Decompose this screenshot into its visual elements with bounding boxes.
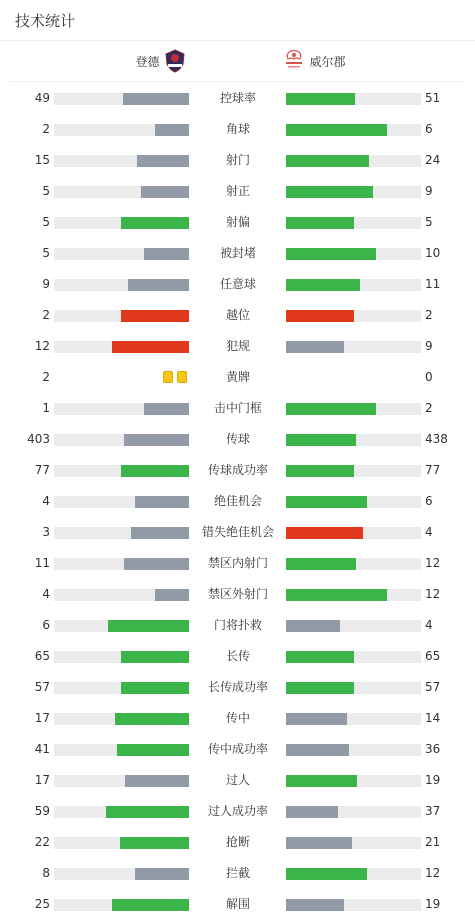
stat-label: 传球: [225, 432, 250, 446]
teams-header: [10, 41, 465, 82]
away-stat-bar: [286, 558, 421, 570]
home-stat-bar: [54, 744, 189, 756]
away-stat-value: 24: [425, 153, 441, 167]
away-stat-bar: [286, 899, 421, 911]
away-stat-bar: [286, 248, 421, 260]
stat-label: 犯规: [225, 339, 250, 353]
home-stat-value: 22: [34, 835, 50, 849]
stat-row: [0, 269, 475, 300]
stat-label: 抢断: [225, 835, 250, 849]
home-stat-bar: [54, 682, 189, 694]
away-stat-bar: [286, 496, 421, 508]
away-stat-bar: [286, 713, 421, 725]
home-stat-bar: [54, 651, 189, 663]
away-stat-bar-fill: [286, 434, 356, 446]
stat-label: 解围: [225, 897, 250, 911]
home-stat-value: 49: [34, 91, 50, 105]
home-stat-value: 41: [34, 742, 50, 756]
away-stat-bar: [286, 527, 421, 539]
away-stat-bar: [286, 217, 421, 229]
stat-row: [0, 579, 475, 610]
home-stat-bar-fill: [124, 558, 189, 570]
away-stat-bar: [286, 806, 421, 818]
stat-label: 射门: [225, 153, 250, 167]
away-stat-value: 9: [425, 339, 433, 353]
stat-row: [0, 362, 475, 393]
home-stat-value: 2: [42, 308, 50, 322]
away-stat-value: 2: [425, 308, 433, 322]
home-stat-bar: [54, 155, 189, 167]
home-stat-value: 12: [34, 339, 50, 353]
away-stat-bar-fill: [286, 465, 354, 477]
stat-label: 错失绝佳机会: [201, 525, 274, 539]
away-stat-bar: [286, 403, 421, 415]
away-stat-bar-fill: [286, 248, 376, 260]
home-stat-bar-fill: [144, 403, 189, 415]
home-stat-bar: [54, 620, 189, 632]
away-stat-bar-fill: [286, 310, 354, 322]
away-stat-value: 2: [425, 401, 433, 415]
stat-label: 击中门框: [213, 401, 262, 415]
home-stat-bar: [54, 341, 189, 353]
home-stat-value: 11: [34, 556, 50, 570]
stat-label: 被封堵: [219, 246, 256, 260]
away-stat-value: 4: [425, 618, 433, 632]
stat-row: [0, 548, 475, 579]
yellow-card-icon: [163, 371, 173, 383]
away-stat-value: 12: [425, 556, 441, 570]
home-stat-bar-fill: [121, 217, 189, 229]
home-stat-bar-fill: [115, 713, 189, 725]
away-stat-bar: [286, 341, 421, 353]
stat-row: [0, 765, 475, 796]
away-stat-bar-fill: [286, 93, 355, 105]
stat-label: 射正: [225, 184, 250, 198]
home-stat-bar-fill: [144, 248, 189, 260]
away-stat-bar: [286, 775, 421, 787]
home-stat-value: 9: [42, 277, 50, 291]
home-stat-value: 17: [34, 773, 50, 787]
stat-row: [0, 796, 475, 827]
home-stat-bar-fill: [121, 682, 189, 694]
home-stat-value: 25: [34, 897, 50, 911]
stat-row: [0, 672, 475, 703]
away-stat-value: 65: [425, 649, 441, 663]
home-stat-bar-fill: [121, 465, 189, 477]
away-stat-value: 57: [425, 680, 441, 694]
home-stat-bar: [54, 248, 189, 260]
stat-label: 任意球: [219, 277, 256, 291]
home-stat-bar-fill: [155, 589, 189, 601]
away-stat-bar-fill: [286, 682, 354, 694]
home-team-name: 登德: [135, 54, 160, 69]
away-stat-bar-fill: [286, 279, 360, 291]
home-stat-bar: [54, 837, 189, 849]
stat-row: [0, 145, 475, 176]
away-stat-bar-fill: [286, 806, 338, 818]
away-stat-bar-fill: [286, 837, 352, 849]
away-stat-bar-fill: [286, 868, 367, 880]
home-stat-value: 8: [42, 866, 50, 880]
home-team[interactable]: [48, 49, 238, 73]
home-stat-bar-fill: [112, 899, 189, 911]
home-stat-bar-fill: [124, 434, 189, 446]
away-stat-value: 77: [425, 463, 441, 477]
stat-row: [0, 889, 475, 920]
home-stat-bar: [54, 713, 189, 725]
away-stat-bar-fill: [286, 496, 367, 508]
home-stat-bar: [54, 186, 189, 198]
home-stat-bar: [54, 310, 189, 322]
away-stat-value: 12: [425, 587, 441, 601]
home-stat-bar-fill: [121, 310, 189, 322]
stat-row: [0, 703, 475, 734]
away-stat-value: 19: [425, 773, 441, 787]
stat-label: 禁区外射门: [207, 587, 268, 601]
away-stat-value: 14: [425, 711, 441, 725]
stat-label: 过人: [225, 773, 250, 787]
away-stat-value: 4: [425, 525, 433, 539]
home-stat-bar: [54, 403, 189, 415]
away-stat-bar-fill: [286, 558, 356, 570]
home-stat-bar-fill: [120, 837, 189, 849]
home-stat-bar-fill: [108, 620, 189, 632]
stat-label: 拦截: [225, 866, 250, 880]
stat-label: 绝佳机会: [213, 494, 262, 508]
away-stat-value: 0: [425, 370, 433, 384]
home-stat-bar-fill: [141, 186, 189, 198]
home-stat-value: 3: [42, 525, 50, 539]
home-stat-bar: [54, 279, 189, 291]
yellow-card-icon: [177, 371, 187, 383]
away-stat-bar: [286, 434, 421, 446]
home-stat-bar: [54, 868, 189, 880]
home-stat-bar-fill: [121, 651, 189, 663]
away-stat-bar-fill: [286, 186, 373, 198]
away-stat-bar: [286, 651, 421, 663]
stat-label: 传中: [225, 711, 250, 725]
stat-row: [0, 610, 475, 641]
stat-row: [0, 517, 475, 548]
home-stat-bar: [54, 465, 189, 477]
home-stat-value: 1: [42, 401, 50, 415]
away-stat-value: 9: [425, 184, 433, 198]
away-stat-value: 6: [425, 122, 433, 136]
away-stat-bar-fill: [286, 899, 344, 911]
away-stat-bar-fill: [286, 589, 387, 601]
away-stat-value: 11: [425, 277, 441, 291]
home-stat-value: 57: [34, 680, 50, 694]
home-stat-bar-fill: [117, 744, 189, 756]
home-stat-value: 5: [42, 184, 50, 198]
stat-row: [0, 114, 475, 145]
away-stat-bar: [286, 837, 421, 849]
away-stat-bar-fill: [286, 620, 340, 632]
home-stat-value: 59: [34, 804, 50, 818]
stat-label: 角球: [225, 122, 250, 136]
stat-row: [0, 176, 475, 207]
stat-row: [0, 424, 475, 455]
home-stat-value: 4: [42, 494, 50, 508]
home-stat-value: 15: [34, 153, 50, 167]
away-stat-value: 19: [425, 897, 441, 911]
home-stat-bar-fill: [125, 775, 189, 787]
away-stat-bar-fill: [286, 155, 369, 167]
home-stat-value: 4: [42, 587, 50, 601]
page-title: 技术统计: [15, 11, 76, 30]
home-stat-bar-fill: [135, 496, 189, 508]
stat-row: [0, 300, 475, 331]
title-bar: [0, 0, 475, 41]
home-stat-bar-fill: [112, 341, 189, 353]
home-stat-bar-fill: [123, 93, 189, 105]
away-stat-bar-fill: [286, 713, 347, 725]
home-stat-bar: [54, 124, 189, 136]
away-stat-value: 5: [425, 215, 433, 229]
away-stat-bar: [286, 868, 421, 880]
stat-row: [0, 83, 475, 114]
home-stat-value: 2: [42, 370, 50, 384]
stat-row: [0, 734, 475, 765]
away-stat-value: 51: [425, 91, 441, 105]
away-team-name: 威尔郡: [309, 54, 346, 69]
stat-label: 传球成功率: [207, 463, 268, 477]
home-stat-value: 5: [42, 215, 50, 229]
home-stat-bar-fill: [106, 806, 189, 818]
home-stat-value: 77: [34, 463, 50, 477]
away-stat-value: 6: [425, 494, 433, 508]
stat-label: 射偏: [225, 215, 250, 229]
away-stat-value: 438: [425, 432, 448, 446]
home-stat-bar: [54, 806, 189, 818]
stat-row: [0, 641, 475, 672]
away-stat-bar: [286, 744, 421, 756]
stat-label: 长传成功率: [207, 680, 268, 694]
home-stat-value: 6: [42, 618, 50, 632]
home-stat-bar: [54, 496, 189, 508]
home-stat-value: 403: [27, 432, 50, 446]
away-stat-bar-fill: [286, 124, 387, 136]
home-stat-bar: [54, 899, 189, 911]
away-stat-bar: [286, 465, 421, 477]
stat-label: 控球率: [219, 91, 256, 105]
stat-row: [0, 207, 475, 238]
away-stat-bar-fill: [286, 403, 376, 415]
home-stat-value: 65: [34, 649, 50, 663]
stat-label: 越位: [225, 308, 250, 322]
away-stat-value: 21: [425, 835, 441, 849]
away-stat-value: 36: [425, 742, 441, 756]
away-stat-bar: [286, 124, 421, 136]
home-stat-bar: [54, 558, 189, 570]
stat-row: [0, 486, 475, 517]
stat-row: [0, 455, 475, 486]
away-stat-value: 10: [425, 246, 441, 260]
home-stat-bar-fill: [135, 868, 189, 880]
away-stat-bar: [286, 279, 421, 291]
yellow-cards: [163, 371, 187, 383]
home-stat-value: 17: [34, 711, 50, 725]
away-stat-bar-fill: [286, 775, 357, 787]
stat-label: 禁区内射门: [207, 556, 268, 570]
away-stat-bar-fill: [286, 527, 363, 539]
stat-row: [0, 238, 475, 269]
away-stat-bar: [286, 155, 421, 167]
away-team-logo-icon: [283, 49, 305, 73]
home-stat-bar-fill: [128, 279, 189, 291]
home-stat-bar-fill: [155, 124, 189, 136]
stat-label: 过人成功率: [207, 804, 268, 818]
stat-row: [0, 858, 475, 889]
home-stat-bar: [54, 434, 189, 446]
away-stat-bar: [286, 620, 421, 632]
away-stat-bar-fill: [286, 217, 354, 229]
home-stat-bar: [54, 217, 189, 229]
stat-row: [0, 331, 475, 362]
home-stat-bar-fill: [137, 155, 189, 167]
home-stat-value: 5: [42, 246, 50, 260]
away-stat-bar-fill: [286, 341, 344, 353]
away-stat-bar-fill: [286, 651, 354, 663]
stat-label: 黄牌: [225, 370, 250, 384]
away-stat-bar-fill: [286, 744, 349, 756]
stat-row: [0, 393, 475, 424]
away-stat-bar: [286, 589, 421, 601]
home-stat-bar: [54, 93, 189, 105]
stat-label: 长传: [225, 649, 250, 663]
away-stat-value: 12: [425, 866, 441, 880]
home-team-logo-icon: [164, 49, 186, 73]
away-stat-bar: [286, 682, 421, 694]
away-stat-bar: [286, 186, 421, 198]
home-stat-value: 2: [42, 122, 50, 136]
stat-label: 门将扑救: [213, 618, 262, 632]
home-stat-bar: [54, 589, 189, 601]
home-stat-bar: [54, 775, 189, 787]
away-stat-bar: [286, 93, 421, 105]
home-stat-bar-fill: [131, 527, 189, 539]
stat-label: 传中成功率: [207, 742, 268, 756]
away-team[interactable]: [238, 49, 428, 73]
stat-row: [0, 827, 475, 858]
away-stat-bar: [286, 310, 421, 322]
away-stat-value: 37: [425, 804, 441, 818]
home-stat-bar: [54, 527, 189, 539]
